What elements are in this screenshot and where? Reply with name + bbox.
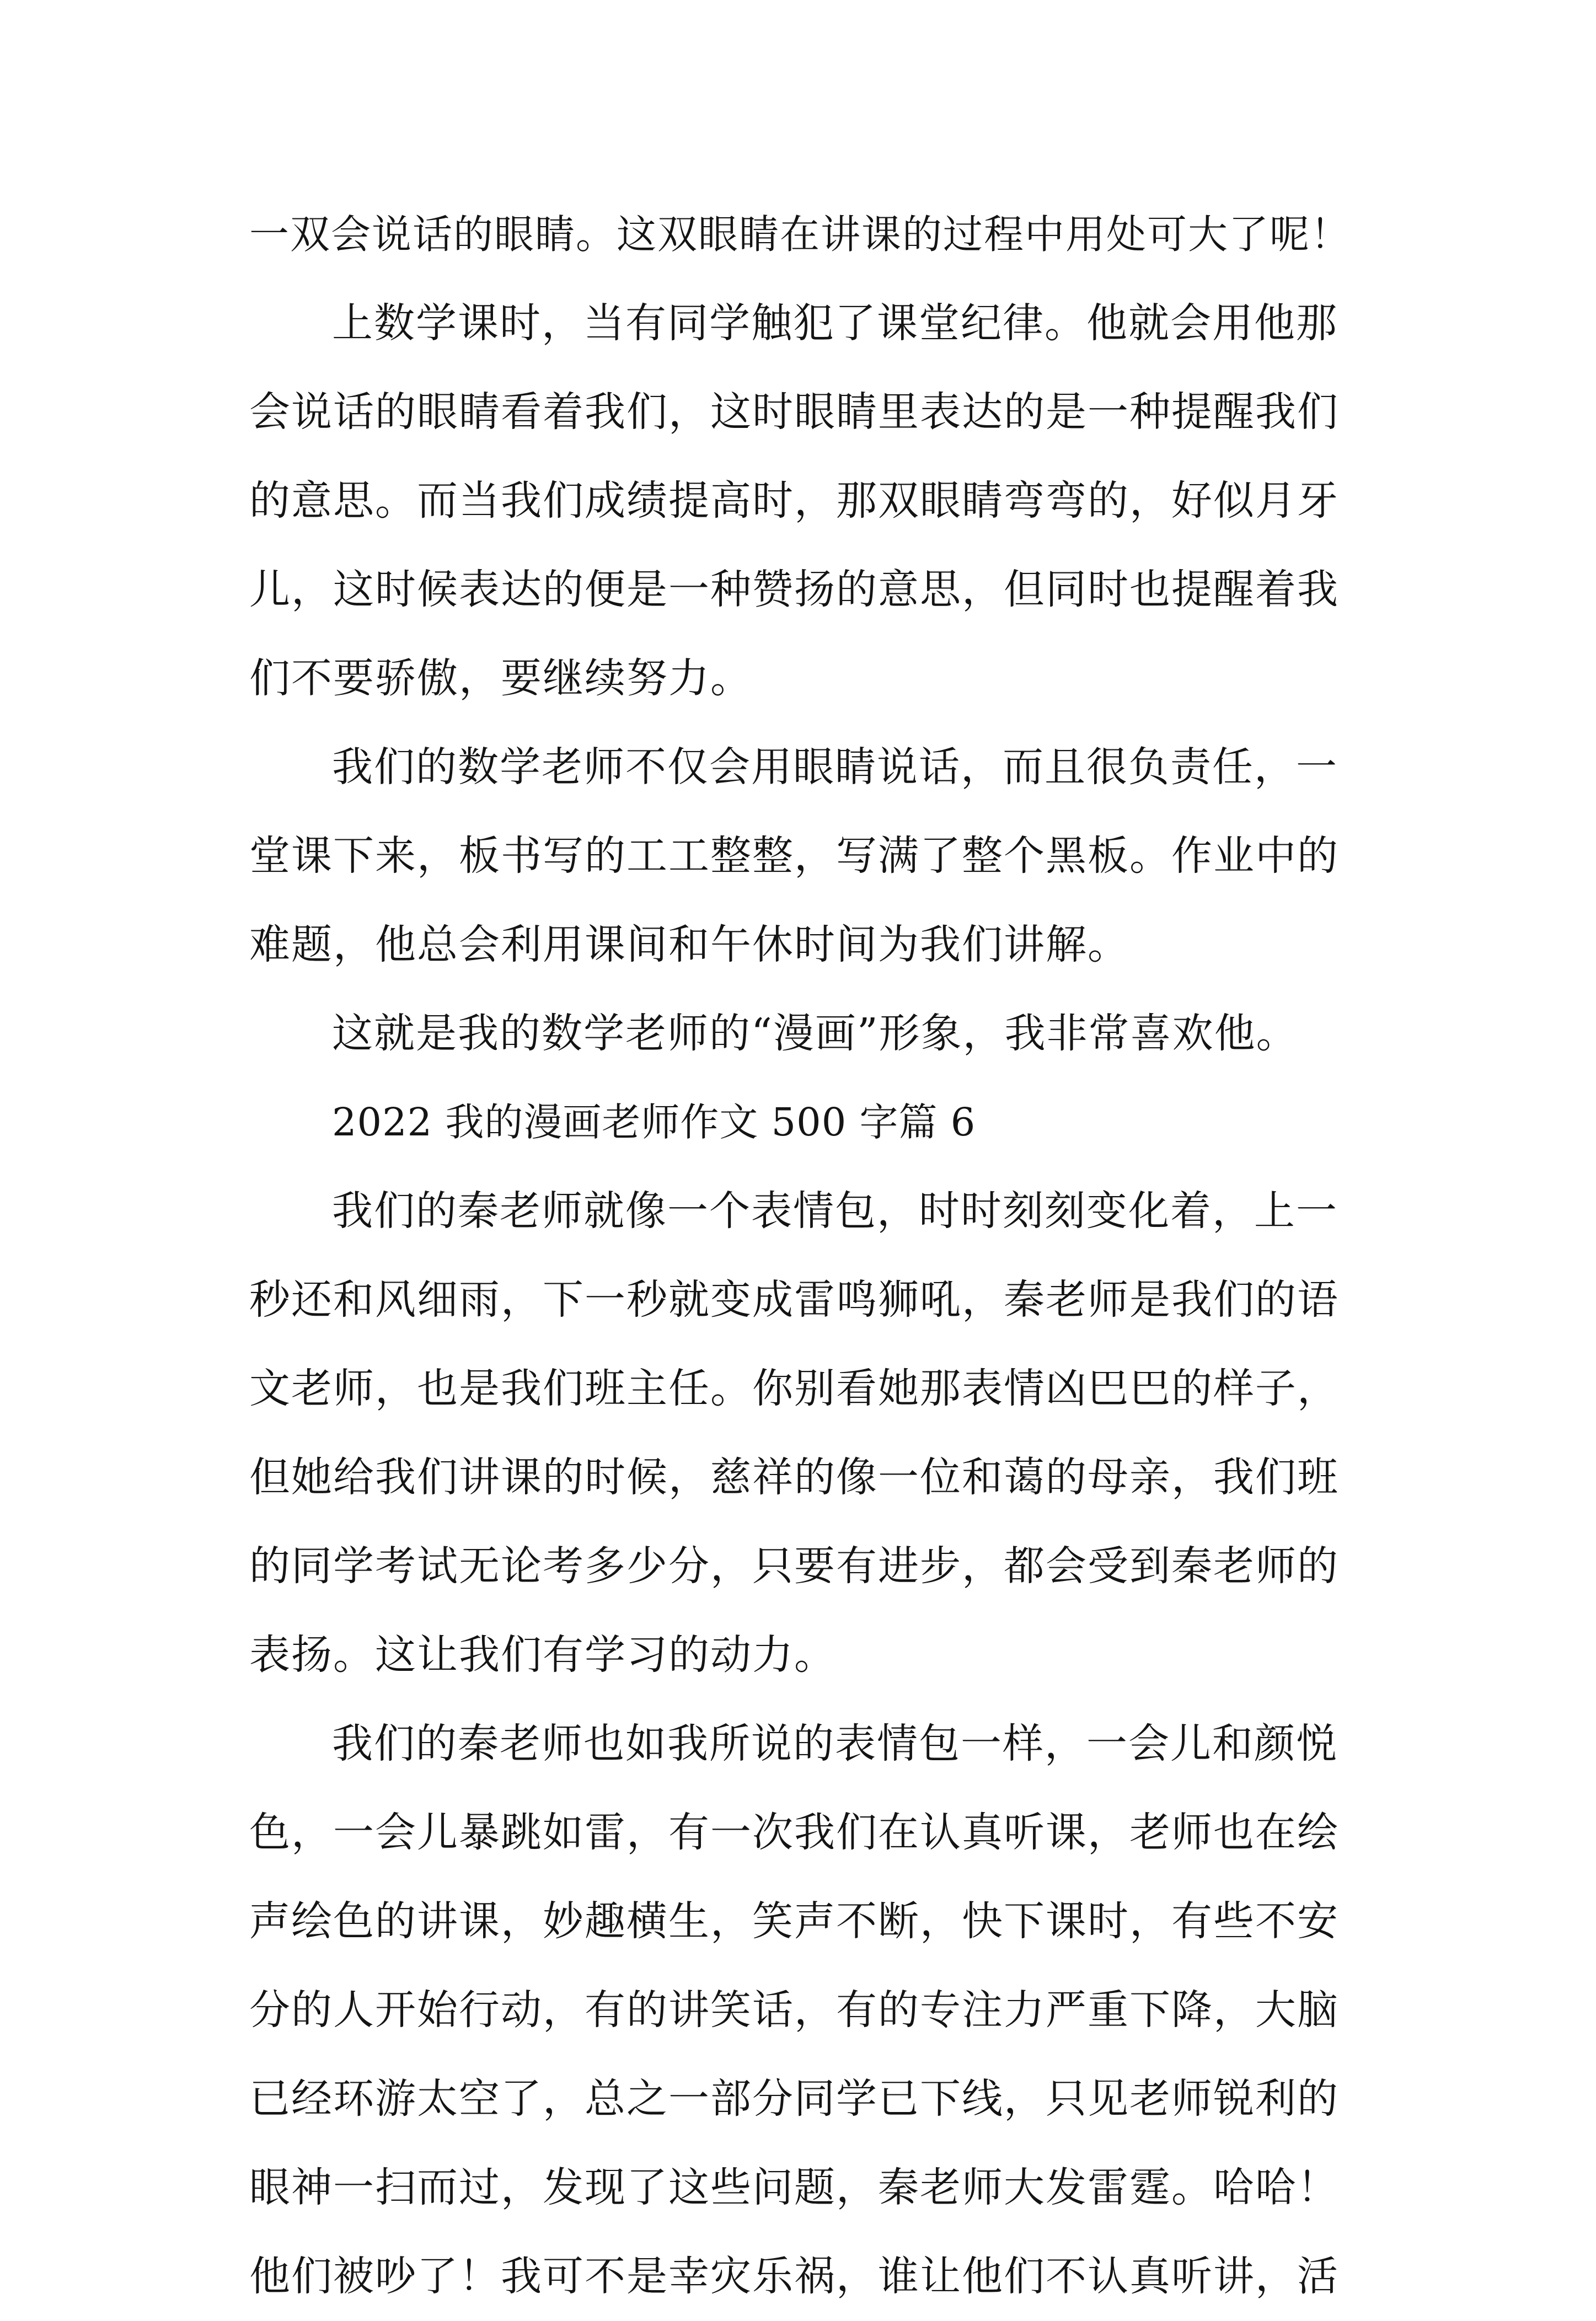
text-line: 分的人开始行动，有的讲笑话，有的专注力严重下降，大脑	[249, 1986, 1339, 2034]
text-line: 我们的秦老师就像一个表情包，时时刻刻变化着，上一	[332, 1187, 1338, 1235]
text-line: 堂课下来，板书写的工工整整，写满了整个黑板。作业中的	[249, 832, 1339, 880]
text-line: 们不要骄傲，要继续努力。	[249, 655, 752, 702]
text-line: 眼神一扫而过，发现了这些问题，秦老师大发雷霆。哈哈！	[249, 2164, 1339, 2211]
text-line: 难题，他总会利用课间和午休时间为我们讲解。	[249, 921, 1129, 968]
text-line: 声绘色的讲课，妙趣横生，笑声不断，快下课时，有些不安	[249, 1897, 1339, 1945]
text-line: 的意思。而当我们成绩提高时，那双眼睛弯弯的，好似月牙	[249, 477, 1339, 524]
text-line: 他们被吵了！我可不是幸灾乐祸，谁让他们不认真听讲，活	[249, 2253, 1339, 2300]
text-line: 会说话的眼睛看着我们，这时眼睛里表达的是一种提醒我们	[249, 388, 1339, 436]
document-body	[249, 190, 1358, 2321]
text-line: 这就是我的数学老师的“漫画”形象，我非常喜欢他。	[332, 1010, 1298, 1057]
text-line: 色，一会儿暴跳如雷，有一次我们在认真听课，老师也在绘	[249, 1809, 1339, 1856]
text-line: 的同学考试无论考多少分，只要有进步，都会受到秦老师的	[249, 1542, 1339, 1590]
text-line: 上数学课时，当有同学触犯了课堂纪律。他就会用他那	[332, 299, 1338, 347]
text-line: 秒还和风细雨，下一秒就变成雷鸣狮吼，秦老师是我们的语	[249, 1276, 1339, 1323]
text-line: 我们的数学老师不仅会用眼睛说话，而且很负责任，一	[332, 743, 1338, 791]
text-line: 文老师，也是我们班主任。你别看她那表情凶巴巴的样子，	[249, 1365, 1339, 1412]
text-line: 我们的秦老师也如我所说的表情包一样，一会儿和颜悦	[332, 1720, 1338, 1767]
text-line: 一双会说话的眼睛。这双眼睛在讲课的过程中用处可大了呢！	[249, 211, 1352, 258]
text-line: 表扬。这让我们有学习的动力。	[249, 1631, 836, 1679]
text-line: 已经环游太空了，总之一部分同学已下线，只见老师锐利的	[249, 2075, 1339, 2122]
section-heading: 2022 我的漫画老师作文 500 字篇 6	[332, 1100, 976, 1145]
text-line: 但她给我们讲课的时候，慈祥的像一位和蔼的母亲，我们班	[249, 1454, 1339, 1501]
text-line: 儿，这时候表达的便是一种赞扬的意思，但同时也提醒着我	[249, 566, 1339, 613]
